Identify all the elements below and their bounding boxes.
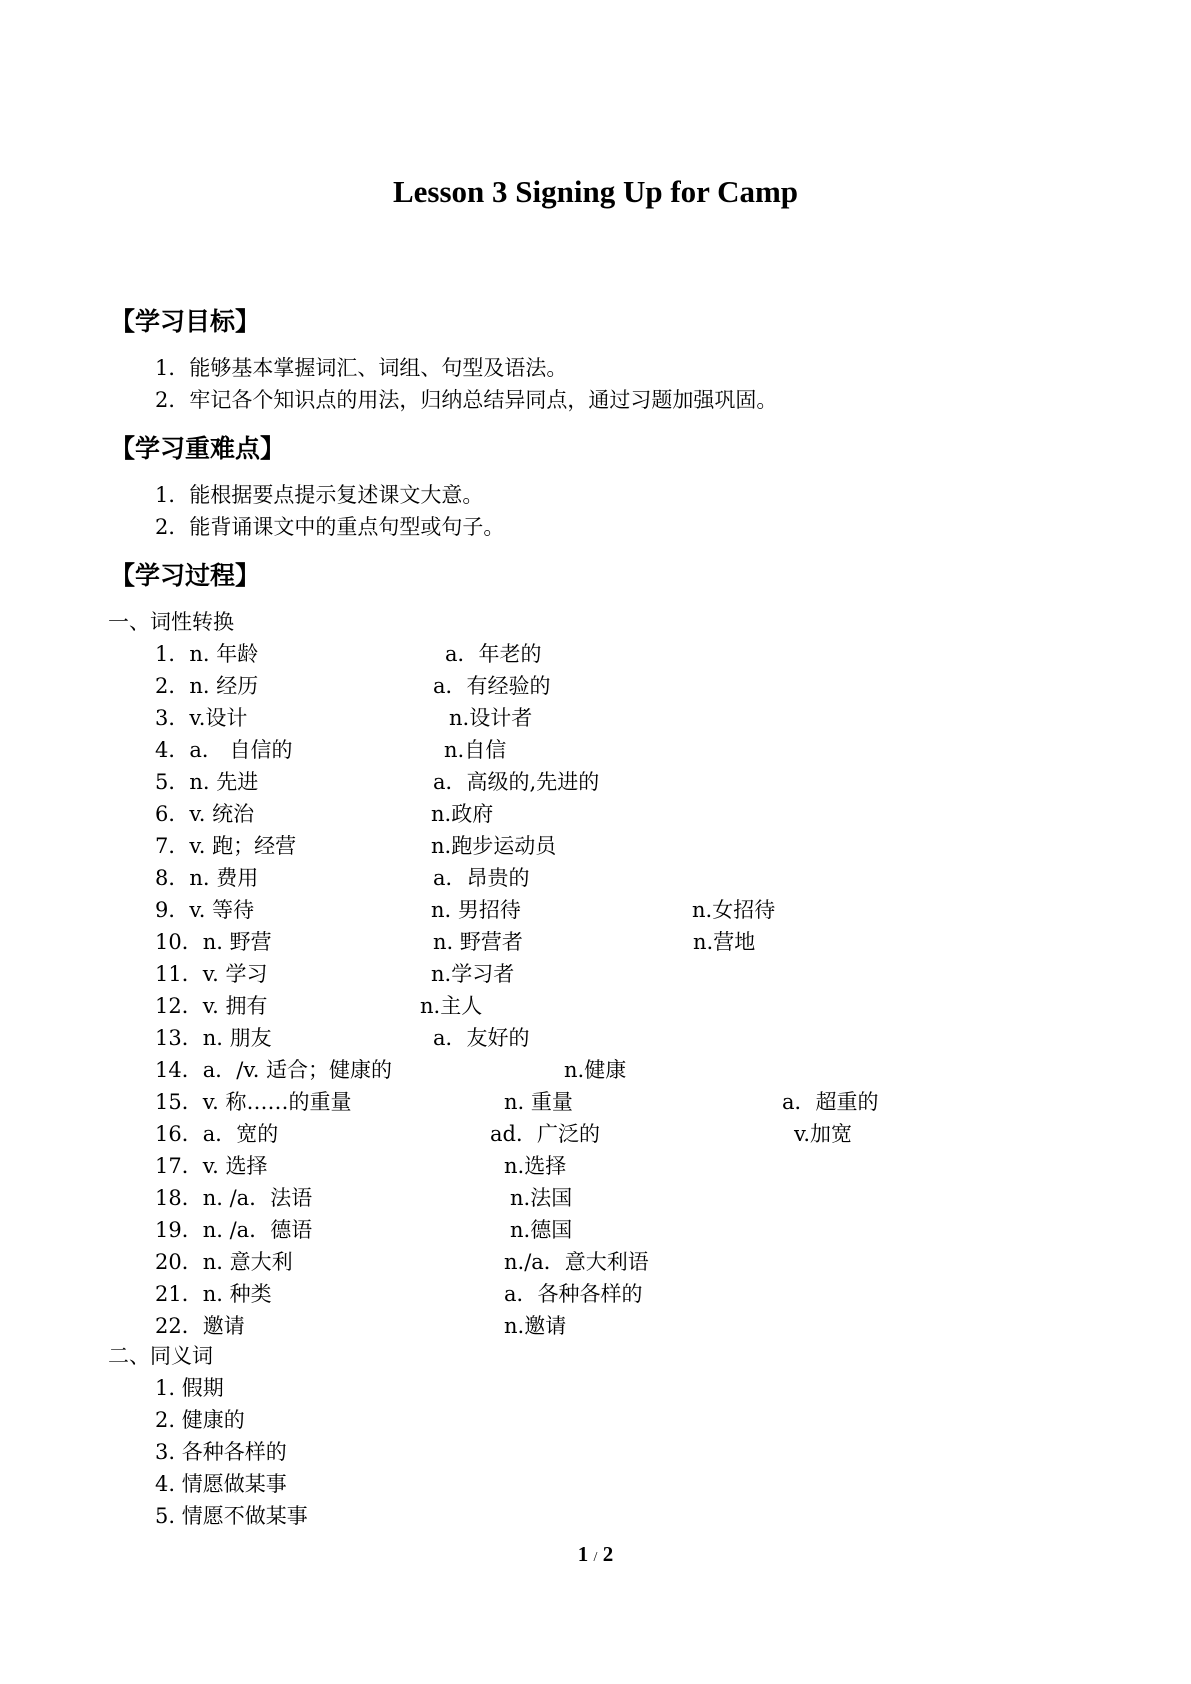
page-title: Lesson 3 Signing Up for Camp [392, 174, 799, 209]
key-points-heading: 【学习重难点】 [110, 434, 286, 463]
page-total: 2 [602, 1542, 614, 1566]
word-form-base: 13．n. 朋友 [155, 1026, 272, 1050]
word-form-derived: n.选择 [504, 1154, 567, 1178]
word-form-base: 22．邀请 [155, 1314, 245, 1338]
word-form-derived: n.政府 [431, 802, 494, 826]
word-form-base: 8．n. 费用 [155, 866, 259, 890]
word-form-derived: n. 野营者 [433, 930, 523, 954]
word-form-derived: a．年老的 [445, 642, 542, 666]
word-form-derived: n.学习者 [431, 962, 515, 986]
word-form-base: 4．a． 自信的 [155, 738, 293, 762]
word-form-derived-extra: n.营地 [693, 930, 756, 954]
process-heading: 【学习过程】 [110, 561, 261, 590]
page-separator: / [593, 1550, 598, 1565]
word-form-derived: n.自信 [444, 738, 507, 762]
word-form-derived: n. 男招待 [431, 898, 521, 922]
part1-title: 一、词性转换 [108, 610, 234, 634]
synonym-item: 3. 各种各样的 [155, 1440, 287, 1464]
word-form-derived-extra: n.女招待 [692, 898, 776, 922]
word-form-derived: a．各种各样的 [504, 1282, 643, 1306]
word-form-derived: n.跑步运动员 [431, 834, 557, 858]
word-form-base: 16．a．宽的 [155, 1122, 279, 1146]
word-form-base: 12．v. 拥有 [155, 994, 268, 1018]
word-form-base: 20．n. 意大利 [155, 1250, 293, 1274]
word-form-base: 9．v. 等待 [155, 898, 255, 922]
word-form-base: 2．n. 经历 [155, 674, 259, 698]
word-form-base: 17．v. 选择 [155, 1154, 268, 1178]
word-form-base: 14．a．/v. 适合；健康的 [155, 1058, 393, 1082]
word-form-derived: n.设计者 [449, 706, 533, 730]
part2-title: 二、同义词 [108, 1344, 213, 1368]
word-form-derived: a．高级的,先进的 [433, 770, 600, 794]
word-form-base: 18．n. /a．法语 [155, 1186, 313, 1210]
word-form-derived: n.健康 [564, 1058, 627, 1082]
word-form-derived: n.德国 [510, 1218, 573, 1242]
word-form-derived: a．有经验的 [433, 674, 551, 698]
word-form-derived: n.主人 [420, 994, 483, 1018]
word-form-derived-extra: v.加宽 [794, 1122, 853, 1146]
word-form-derived: n.法国 [510, 1186, 573, 1210]
word-form-base: 10．n. 野营 [155, 930, 272, 954]
objective-item: 1．能够基本掌握词汇、词组、句型及语法。 [155, 356, 568, 380]
word-form-base: 5．n. 先进 [155, 770, 259, 794]
word-form-base: 15．v. 称……的重量 [155, 1090, 352, 1114]
word-form-base: 3．v.设计 [155, 706, 248, 730]
synonym-item: 4. 情愿做某事 [155, 1472, 287, 1496]
synonym-item: 1. 假期 [155, 1376, 224, 1400]
word-form-base: 11．v. 学习 [155, 962, 268, 986]
objectives-heading: 【学习目标】 [110, 307, 261, 336]
synonym-item: 5. 情愿不做某事 [155, 1504, 308, 1528]
key-point-item: 2．能背诵课文中的重点句型或句子。 [155, 515, 505, 539]
key-point-item: 1．能根据要点提示复述课文大意。 [155, 483, 484, 507]
word-form-base: 19．n. /a．德语 [155, 1218, 313, 1242]
word-form-derived-extra: a．超重的 [782, 1090, 879, 1114]
synonym-item: 2. 健康的 [155, 1408, 245, 1432]
word-form-base: 1．n. 年龄 [155, 642, 259, 666]
word-form-base: 21．n. 种类 [155, 1282, 272, 1306]
page-current: 1 [577, 1542, 589, 1566]
word-form-derived: n. 重量 [504, 1090, 573, 1114]
word-form-derived: n./a．意大利语 [504, 1250, 649, 1274]
word-form-derived: a．昂贵的 [433, 866, 530, 890]
page-number [0, 1540, 1191, 1572]
word-form-base: 7．v. 跑；经营 [155, 834, 297, 858]
word-form-derived: n.邀请 [504, 1314, 567, 1338]
word-form-derived: a．友好的 [433, 1026, 530, 1050]
word-form-base: 6．v. 统治 [155, 802, 255, 826]
word-form-derived: ad．广泛的 [490, 1122, 600, 1146]
objective-item: 2．牢记各个知识点的用法，归纳总结异同点，通过习题加强巩固。 [155, 388, 778, 412]
